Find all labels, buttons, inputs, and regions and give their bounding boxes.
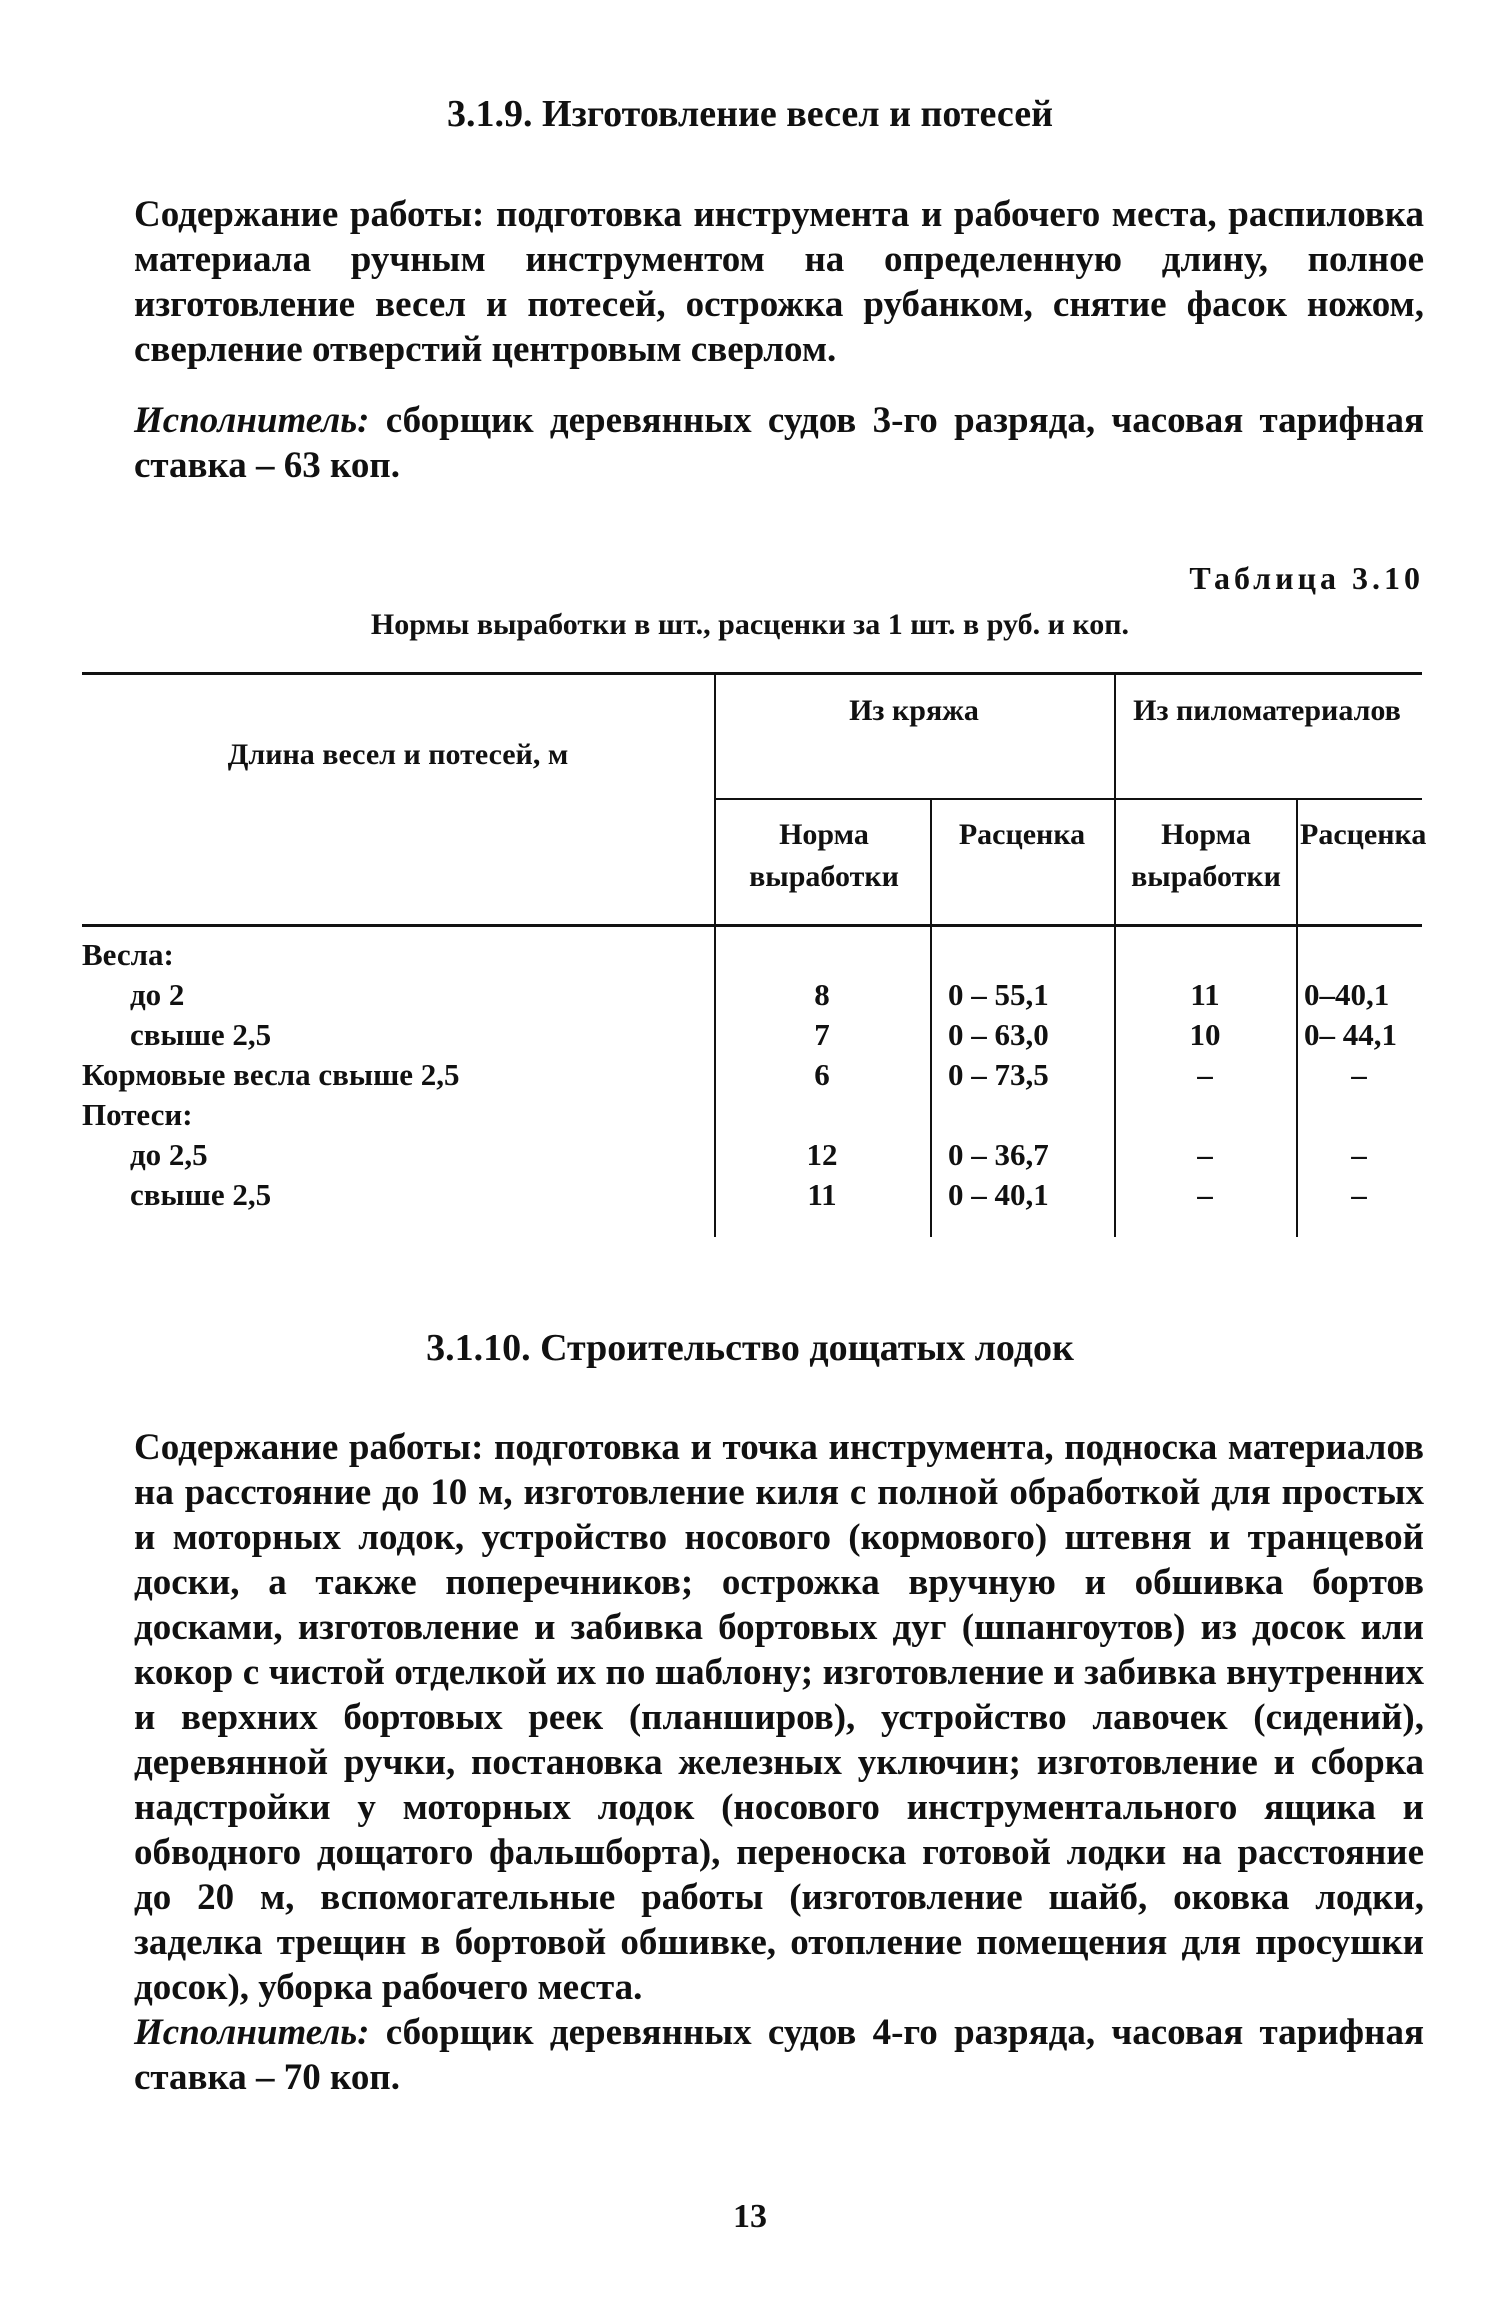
table-cell-price-log: 0 – 73,5 bbox=[948, 1057, 1049, 1092]
table-cell-price-log: 0 – 63,0 bbox=[948, 1017, 1049, 1052]
header-norm-1: Норма выработки bbox=[749, 818, 899, 893]
section-2-executor-text: сборщик деревянных судов 4-го разряда, часовая тарифная ставка – 70 коп. bbox=[134, 2012, 1424, 2098]
table-header-rule bbox=[82, 924, 1422, 927]
section-1-content bbox=[134, 192, 1424, 372]
table-caption: Нормы выработки в шт., расценки за 1 шт. в руб. и коп. bbox=[370, 608, 1130, 641]
section-2-content-text: подготовка и точка инструмента, поднoска материалов на расстояние до 10 м, изготовление киля с полной обработкой для простых и моторных лодок, устройство носового (кормового) штевня и транцевой доски, а также поперечников; острожка вручную и обшивка бортов досками, изготовление и забивка бортовых дуг (шпангоутов) из досок или кокор с чистой отделкой их по шаблону; изготовление и забивка внутренних и верхних бортовых реек (планширов), устройство лавочек (сидений), деревянной ручки, постановка железных уключин; изготовление и сборка надстройки у моторных лодок (носового инструментального ящика и обводного дощатого фальшборта), переноска готовой лодки на расстояние до 20 м, вспомогательные работы (изготовление шайб, оковка лодки, заделка трещин в бортовой обшивке, отопление помещения для просушки досок), уборка рабочего места. bbox=[134, 1427, 1425, 2008]
header-length: Длина весел и потесей, м bbox=[227, 738, 569, 771]
table-cell-price-log: 0 – 55,1 bbox=[948, 977, 1049, 1012]
page-number: 13 bbox=[733, 2198, 767, 2235]
table-row-label: Потеси: bbox=[82, 1097, 193, 1132]
table-cell-norm-lumber: – bbox=[1197, 1057, 1213, 1092]
section-1-executor bbox=[134, 398, 1424, 488]
table-row-label: свыше 2,5 bbox=[130, 1177, 272, 1212]
section-2-content-label: Содержание работы: bbox=[134, 1427, 484, 1468]
section-1-heading: 3.1.9. Изготовление весел и потесей bbox=[447, 93, 1053, 135]
table-cell-norm-log: 6 bbox=[814, 1057, 830, 1092]
table-group-rule bbox=[714, 798, 1422, 800]
table-cell-norm-log: 7 bbox=[814, 1017, 830, 1052]
header-from-lumber: Из пиломатериалов bbox=[1133, 694, 1401, 727]
header-price-1: Расценка bbox=[958, 818, 1086, 851]
section-2-heading: 3.1.10. Строительство дощатых лодок bbox=[426, 1327, 1074, 1369]
section-2-executor-label: Исполнитель: bbox=[134, 2012, 370, 2053]
table-row-label: до 2 bbox=[130, 977, 185, 1012]
table-cell-price-log: 0 – 40,1 bbox=[948, 1177, 1049, 1212]
section-2-content bbox=[134, 1425, 1424, 2010]
table-cell-norm-log: 11 bbox=[807, 1177, 837, 1212]
table-cell-norm-lumber: 10 bbox=[1189, 1017, 1221, 1052]
table-cell-price-lumber: – bbox=[1351, 1137, 1367, 1172]
table-row-label: Весла: bbox=[82, 937, 174, 972]
table-cell-norm-lumber: 11 bbox=[1190, 977, 1220, 1012]
table-cell-price-lumber: – bbox=[1351, 1057, 1367, 1092]
section-1-executor-text: сборщик деревянных судов 3-го разряда, часовая тарифная ставка – 63 коп. bbox=[134, 400, 1424, 486]
section-2-executor bbox=[134, 2010, 1424, 2100]
table-cell-norm-lumber: – bbox=[1197, 1137, 1213, 1172]
table-top-rule bbox=[82, 672, 1422, 675]
table-cell-price-lumber: – bbox=[1351, 1177, 1367, 1212]
table-row-label: до 2,5 bbox=[130, 1137, 208, 1172]
table-cell-price-log: 0 – 36,7 bbox=[948, 1137, 1049, 1172]
table-cell-norm-lumber: – bbox=[1197, 1177, 1213, 1212]
header-norm-2: Норма выработки bbox=[1131, 818, 1281, 893]
table-cell-norm-log: 8 bbox=[814, 977, 830, 1012]
section-1-executor-label: Исполнитель: bbox=[134, 400, 370, 441]
section-1-content-label: Содержание работы: bbox=[134, 194, 485, 235]
table-cell-norm-log: 12 bbox=[806, 1137, 838, 1172]
header-from-log: Из кряжа bbox=[849, 694, 979, 727]
table-col-rule-2 bbox=[930, 798, 932, 1237]
table-row-label: Кормовые весла свыше 2,5 bbox=[82, 1057, 460, 1092]
table-label: Таблица 3.10 bbox=[1189, 560, 1424, 596]
table-cell-price-lumber: 0–40,1 bbox=[1304, 977, 1390, 1012]
section-1-content-text: подготовка инструмента и рабочего места, распиловка материала ручным инструментом на определенную длину, полное изготовление весел и потесей, острожка рубанком, снятие фасок ножом, сверление отверстий центровым сверлом. bbox=[134, 194, 1425, 370]
header-price-2: Расценка bbox=[1300, 818, 1427, 851]
table-cell-price-lumber: 0– 44,1 bbox=[1304, 1017, 1397, 1052]
table-row-label: свыше 2,5 bbox=[130, 1017, 272, 1052]
